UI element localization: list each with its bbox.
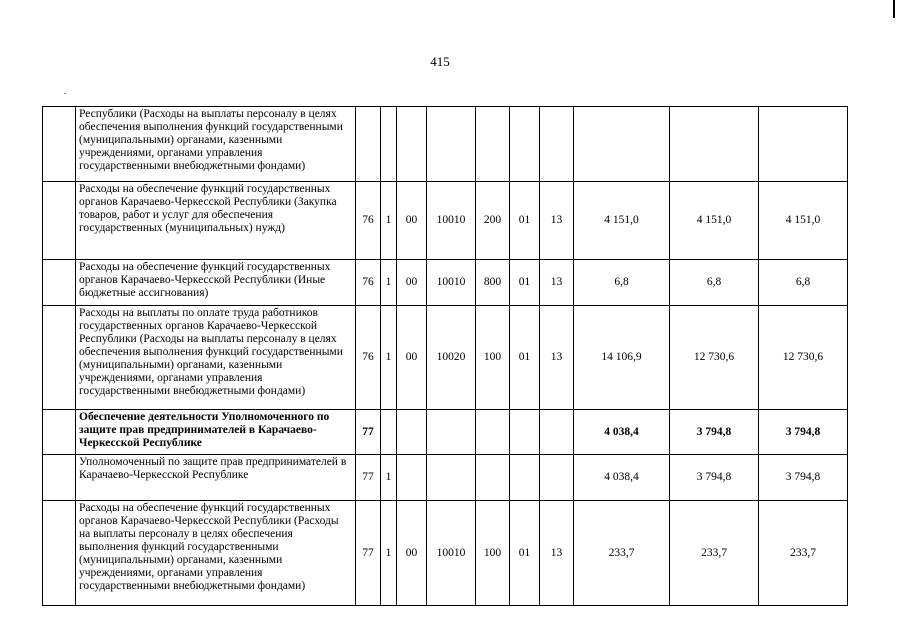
code-subsection xyxy=(540,455,574,501)
code-admin: 76 xyxy=(356,260,381,306)
code-chapter: 01 xyxy=(510,260,540,306)
amount-year3: 12 730,6 xyxy=(759,306,848,410)
empty-cell xyxy=(43,182,76,260)
code-section: 1 xyxy=(381,455,397,501)
empty-cell xyxy=(43,306,76,410)
code-subsection xyxy=(540,107,574,182)
code-expense-type xyxy=(476,455,510,501)
code-direction: 10020 xyxy=(427,306,476,410)
code-admin xyxy=(356,107,381,182)
amount-year2: 233,7 xyxy=(670,501,759,606)
table-row xyxy=(43,501,848,606)
code-subprogram xyxy=(397,455,427,501)
code-subsection: 13 xyxy=(540,260,574,306)
amount-year3: 4 151,0 xyxy=(759,182,848,260)
empty-cell xyxy=(43,455,76,501)
row-description: Расходы на обеспечение функций государственных органов Карачаево-Черкесской Республики (Закупка товаров, работ и услуг для обеспечения государственных (муниципальных) нужд) xyxy=(76,182,356,260)
code-admin: 77 xyxy=(356,455,381,501)
empty-cell xyxy=(43,410,76,455)
code-admin: 77 xyxy=(356,501,381,606)
code-subsection: 13 xyxy=(540,182,574,260)
code-section xyxy=(381,107,397,182)
code-admin: 76 xyxy=(356,306,381,410)
table-row xyxy=(43,182,848,260)
amount-year2: 3 794,8 xyxy=(670,455,759,501)
code-admin: 76 xyxy=(356,182,381,260)
amount-year1: 233,7 xyxy=(574,501,670,606)
amount-year3: 233,7 xyxy=(759,501,848,606)
amount-year2: 6,8 xyxy=(670,260,759,306)
amount-year1: 4 151,0 xyxy=(574,182,670,260)
code-expense-type: 100 xyxy=(476,306,510,410)
code-subprogram: 00 xyxy=(397,501,427,606)
row-description: Расходы на выплаты по оплате труда работников государственных органов Карачаево-Черкесской Республики (Расходы на выплаты персоналу в целях обеспечения выполнения функций государственными (муниципальными) органами, казенными учреждениями, органами управления государственными внебюджетными фондами) xyxy=(76,306,356,410)
amount-year3: 3 794,8 xyxy=(759,410,848,455)
table-row xyxy=(43,260,848,306)
amount-year1: 14 106,9 xyxy=(574,306,670,410)
amount-year1: 4 038,4 xyxy=(574,410,670,455)
code-section: 1 xyxy=(381,182,397,260)
code-chapter xyxy=(510,455,540,501)
code-subsection: 13 xyxy=(540,306,574,410)
amount-year3: 3 794,8 xyxy=(759,455,848,501)
code-expense-type: 800 xyxy=(476,260,510,306)
table-row xyxy=(43,455,848,501)
table-row xyxy=(43,410,848,455)
empty-cell xyxy=(43,260,76,306)
page-edge-mark xyxy=(893,0,895,18)
row-description: Уполномоченный по защите прав предпринимателей в Карачаево-Черкесской Республике xyxy=(76,455,356,501)
code-expense-type: 200 xyxy=(476,182,510,260)
code-subprogram: 00 xyxy=(397,306,427,410)
code-direction xyxy=(427,107,476,182)
code-expense-type xyxy=(476,107,510,182)
code-direction: 10010 xyxy=(427,260,476,306)
code-section: 1 xyxy=(381,260,397,306)
code-direction: 10010 xyxy=(427,501,476,606)
amount-year3: 6,8 xyxy=(759,260,848,306)
code-subprogram: 00 xyxy=(397,182,427,260)
amount-year3 xyxy=(759,107,848,182)
row-description: Расходы на обеспечение функций государственных органов Карачаево-Черкесской Республики (Расходы на выплаты персоналу в целях обеспечения выполнения функций государственными (муниципальными) органами, казенными учреждениями, органами управления государственными внебюджетными фондами) xyxy=(76,501,356,606)
amount-year2: 12 730,6 xyxy=(670,306,759,410)
code-subprogram xyxy=(397,107,427,182)
amount-year1: 4 038,4 xyxy=(574,455,670,501)
amount-year1: 6,8 xyxy=(574,260,670,306)
row-description: Расходы на обеспечение функций государственных органов Карачаево-Черкесской Республики (Иные бюджетные ассигнования) xyxy=(76,260,356,306)
code-chapter xyxy=(510,410,540,455)
code-section: 1 xyxy=(381,501,397,606)
code-subsection: 13 xyxy=(540,501,574,606)
amount-year2 xyxy=(670,107,759,182)
scan-dot xyxy=(64,93,66,94)
code-chapter: 01 xyxy=(510,182,540,260)
code-direction xyxy=(427,455,476,501)
row-description: Обеспечение деятельности Уполномоченного по защите прав предпринимателей в Карачаево-Черкесской Республике xyxy=(76,410,356,455)
code-expense-type: 100 xyxy=(476,501,510,606)
code-subprogram xyxy=(397,410,427,455)
table-row xyxy=(43,107,848,182)
code-section xyxy=(381,410,397,455)
empty-cell xyxy=(43,501,76,606)
code-direction xyxy=(427,410,476,455)
code-chapter xyxy=(510,107,540,182)
code-expense-type xyxy=(476,410,510,455)
code-admin: 77 xyxy=(356,410,381,455)
amount-year1 xyxy=(574,107,670,182)
row-description: Республики (Расходы на выплаты персоналу в целях обеспечения выполнения функций государственными (муниципальными) органами, казенными учреждениями, органами управления государственными внебюджетными фондами) xyxy=(76,107,356,182)
amount-year2: 3 794,8 xyxy=(670,410,759,455)
budget-table xyxy=(42,106,848,606)
code-subprogram: 00 xyxy=(397,260,427,306)
amount-year2: 4 151,0 xyxy=(670,182,759,260)
code-section: 1 xyxy=(381,306,397,410)
page-number: 415 xyxy=(430,54,450,69)
empty-cell xyxy=(43,107,76,182)
code-chapter: 01 xyxy=(510,501,540,606)
code-chapter: 01 xyxy=(510,306,540,410)
code-subsection xyxy=(540,410,574,455)
table-row xyxy=(43,306,848,410)
code-direction: 10010 xyxy=(427,182,476,260)
